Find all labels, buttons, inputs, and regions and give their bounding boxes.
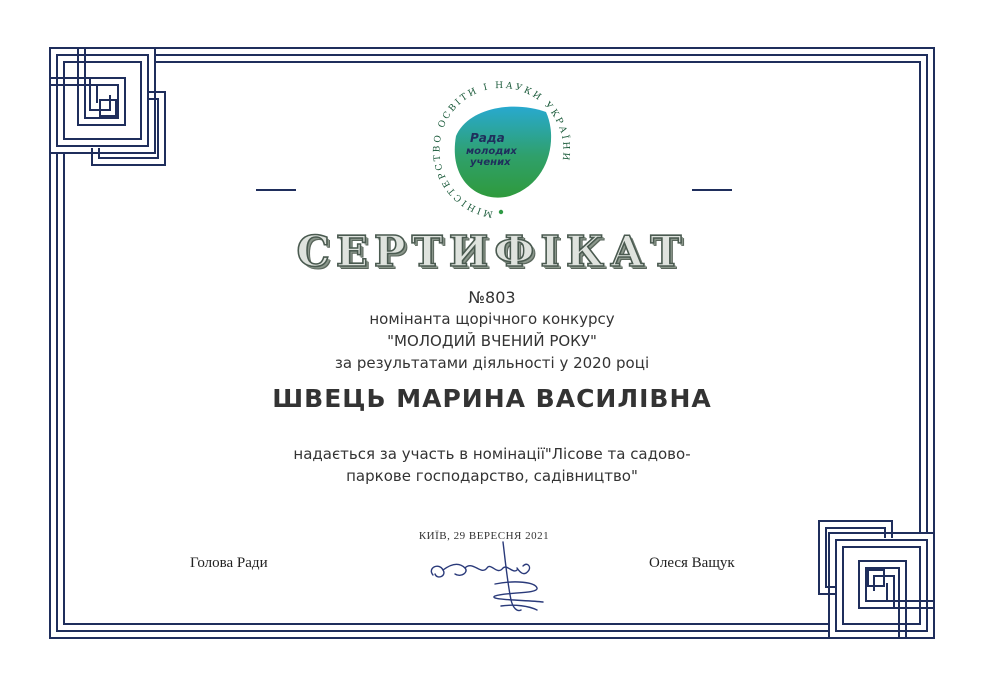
nomination-line-2: паркове господарство, садівництво" [346, 467, 638, 485]
council-logo [418, 78, 584, 224]
corner-ornament-bottom-right [819, 521, 934, 638]
recipient-name: ШВЕЦЬ МАРИНА ВАСИЛІВНА [272, 384, 712, 413]
issue-date: КИЇВ, 29 ВЕРЕСНЯ 2021 [418, 530, 550, 542]
logo-line-2: молодих [466, 146, 517, 157]
logo-ring-text: МІНІСТЕРСТВО ОСВІТИ І НАУКИ УКРАЇНИ [432, 80, 571, 219]
results-line: за результатами діяльності у 2020 році [334, 354, 650, 372]
certificate-title: СЕРТИФІКАТ [296, 227, 688, 276]
nomination-line-1: надається за участь в номінації"Лісове та садово- [293, 445, 691, 463]
divider-left [256, 189, 296, 191]
divider-right [692, 189, 732, 191]
nominee-line: номінанта щорічного конкурсу [369, 310, 615, 328]
contest-name: "МОЛОДИЙ ВЧЕНИЙ РОКУ" [387, 332, 597, 350]
logo-line-1: Рада [470, 131, 505, 145]
handwritten-signature [425, 540, 565, 615]
head-name: Олеся Ващук [649, 555, 735, 571]
corner-ornament-top-left [50, 48, 165, 165]
certificate-number: №803 [468, 288, 516, 307]
head-title-label: Голова Ради [190, 555, 268, 571]
logo-line-3: учених [470, 157, 511, 168]
